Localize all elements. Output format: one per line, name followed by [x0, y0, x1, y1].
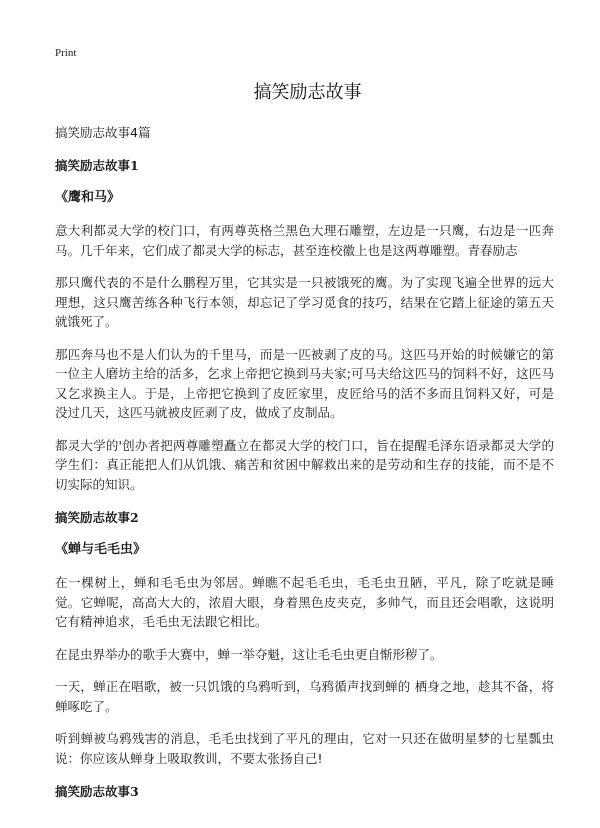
story-1-paragraph-3: 那匹奔马也不是人们认为的千里马，而是一匹被剥了皮的马。这匹马开始的时候嫌它的第一位主人磨坊主给的活多，乞求上帝把它换到马夫家;可马夫给这匹马的饲料不好，这匹马又乞求换主人。于是，上帝把它换到了皮匠家里，皮匠给马的活不多而且饲料又好，可是没过几天，这匹马就被皮匠剥了皮，做成了皮制品。: [55, 346, 554, 420]
story-1-paragraph-1: 意大利都灵大学的校门口，有两尊英格兰黑色大理石雕塑，左边是一只鹰，右边是一匹奔马。几千年来，它们成了都灵大学的标志，甚至连校徽上也是这两尊雕塑。青春励志: [55, 223, 554, 258]
story-1-heading: 搞笑励志故事1: [55, 158, 139, 173]
story-1-paragraph-2: 那只鹰代表的不是什么鹏程万里，它其实是一只被饿死的鹰。为了实现飞遍全世界的远大理想，这只鹰苦练各种飞行本领，却忘记了学习觅食的技巧，结果在它踏上征途的第五天就饿死了。: [55, 275, 554, 329]
story-2-paragraph-1: 在一棵树上，蝉和毛毛虫为邻居。蝉瞧不起毛毛虫，毛毛虫丑陋，平凡，除了吃就是睡觉。它蝉呢，高高大大的，浓眉大眼，身着黑色皮夹克，多帅气，而且还会唱歌，这说明它有精神追求，毛毛虫无法跟它相比。: [55, 575, 554, 629]
print-link[interactable]: Print: [55, 47, 77, 59]
story-1-paragraph-4: 都灵大学的'创办者把两尊雕塑矗立在都灵大学的校门口，旨在提醒毛泽东语录都灵大学的学生们：真正能把人们从饥饿、痛苦和贫困中解救出来的是劳动和生存的技能，而不是不切实际的知识。: [55, 437, 554, 492]
story-2-paragraph-4: 听到蝉被乌鸦残害的消息，毛毛虫找到了平凡的理由，它对一只还在做明星梦的七星瓢虫说：你应该从蝉身上吸取教训，不要太张扬自己!: [55, 731, 554, 766]
story-2-heading: 搞笑励志故事2: [55, 510, 139, 525]
story-3-heading: 搞笑励志故事3: [55, 784, 139, 799]
story-2-title: 《蝉与毛毛虫》: [55, 542, 147, 557]
page-title: 搞笑励志故事: [253, 82, 362, 103]
story-2-paragraph-2: 在昆虫界举办的歌手大赛中，蝉一举夺魁，这让毛毛虫更自惭形秽了。: [55, 646, 443, 662]
document-subtitle: 搞笑励志故事4篇: [55, 125, 151, 140]
story-2-paragraph-3: 一天，蝉正在唱歌，被一只饥饿的乌鸦听到，乌鸦循声找到蝉的 栖身之地，趁其不备，将蝉啄吃了。: [55, 679, 554, 714]
story-1-title: 《鹰和马》: [55, 190, 121, 205]
